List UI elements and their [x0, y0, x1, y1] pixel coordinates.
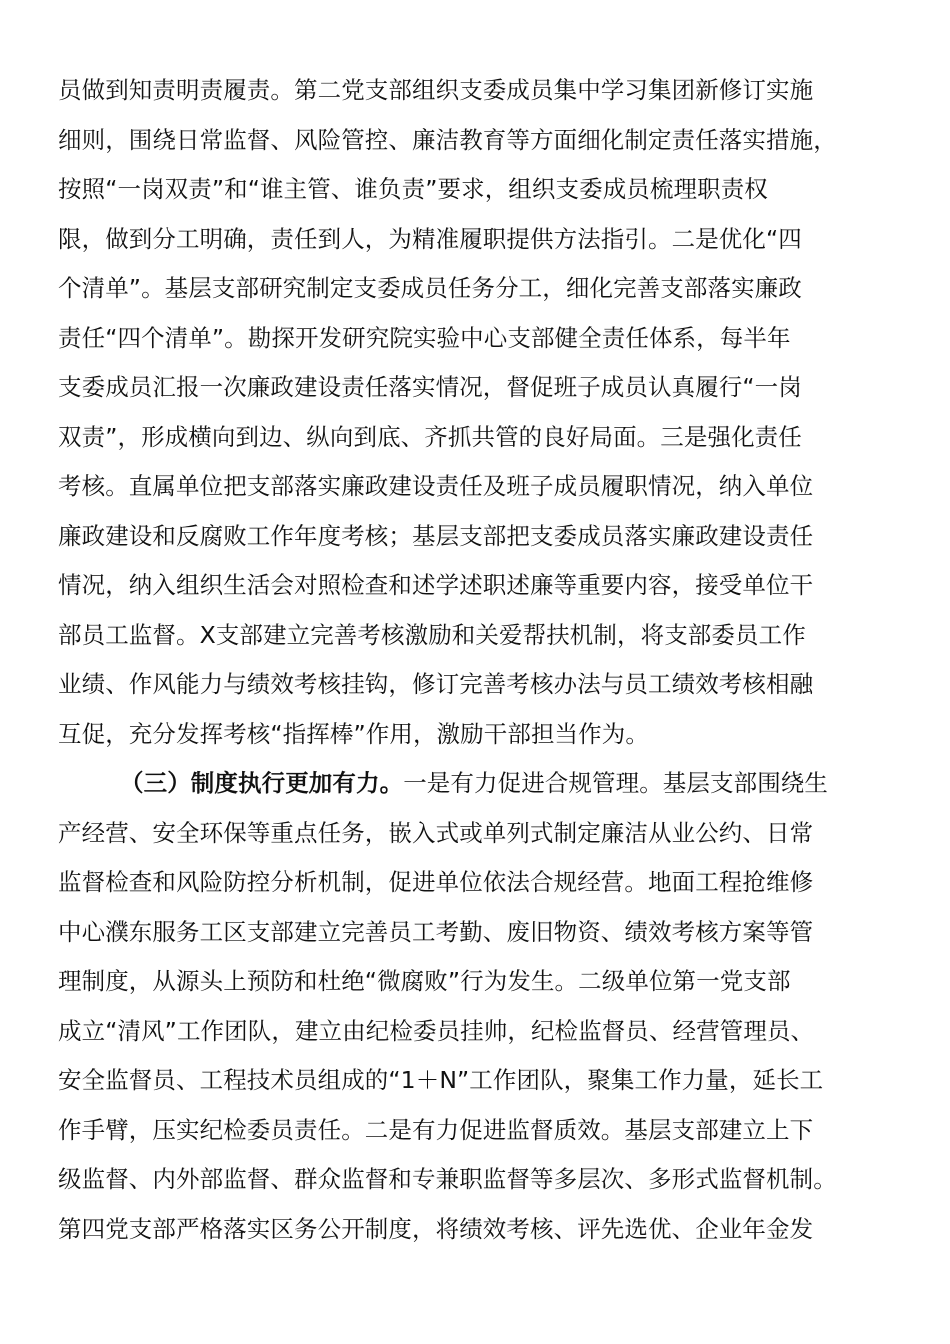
text-line: 中心濮东服务工区支部建立完善员工考勤、废旧物资、绩效考核方案等管: [58, 917, 814, 946]
text-line: 考核。直属单位把支部落实廉政建设责任及班子成员履职情况，纳入单位: [58, 472, 814, 500]
section-first-line-text: 一是有力促进合规管理。基层支部围绕生: [403, 769, 829, 797]
text-line: 情况，纳入组织生活会对照检查和述学述职述廉等重要内容，接受单位干: [58, 571, 814, 599]
text-line: 按照“一岗双责”和“谁主管、谁负责”要求，组织支委成员梳理职责权: [58, 175, 768, 203]
text-line: 业绩、作风能力与绩效考核挂钩，修订完善考核办法与员工绩效考核相融: [58, 670, 814, 698]
text-line: 个清单”。基层支部研究制定支委成员任务分工，细化完善支部落实廉政: [58, 274, 802, 302]
text-line: 支委成员汇报一次廉政建设责任落实情况，督促班子成员认真履行“一岗: [58, 373, 802, 401]
text-line: 细则，围绕日常监督、风险管控、廉洁教育等方面细化制定责任落实措施，: [58, 125, 837, 154]
text-line: 员做到知责明责履责。第二党支部组织支委成员集中学习集团新修订实施: [58, 76, 814, 104]
text-line: 安全监督员、工程技术员组成的“1＋N”工作团队，聚集工作力量，延长工: [58, 1066, 824, 1094]
text-line: 部员工监督。X支部建立完善考核激励和关爱帮扶机制，将支部委员工作: [58, 620, 806, 649]
text-line: 互促，充分发挥考核“指挥棒”作用，激励干部担当作为。: [58, 719, 649, 748]
text-line: 级监督、内外部监督、群众监督和专兼职监督等多层次、多形式监督机制。: [58, 1165, 837, 1193]
text-line: 理制度，从源头上预防和杜绝“微腐败”行为发生。二级单位第一党支部: [58, 967, 791, 995]
text-line: 双责”，形成横向到边、纵向到底、齐抓共管的良好局面。三是强化责任: [58, 422, 802, 451]
text-line: 限，做到分工明确，责任到人，为精准履职提供方法指引。二是优化“四: [58, 224, 802, 253]
text-line: 第四党支部严格落实区务公开制度，将绩效考核、评先选优、企业年金发: [58, 1214, 814, 1243]
section-first-line: [58, 759, 898, 809]
text-line: 监督检查和风险防控分析机制，促进单位依法合规经营。地面工程抢维修: [58, 868, 814, 896]
text-line: 产经营、安全环保等重点任务，嵌入式或单列式制定廉洁从业公约、日常: [58, 818, 814, 847]
text-line: 作手臂，压实纪检委员责任。二是有力促进监督质效。基层支部建立上下: [58, 1115, 814, 1144]
text-line: 责任“四个清单”。勘探开发研究院实验中心支部健全责任体系，每半年: [58, 323, 791, 352]
section-heading: （三）制度执行更加有力。: [120, 769, 404, 797]
text-line: 成立“清风”工作团队，建立由纪检委员挂帅，纪检监督员、经营管理员、: [58, 1016, 815, 1045]
document-body: [58, 66, 898, 1254]
text-line: 廉政建设和反腐败工作年度考核；基层支部把支委成员落实廉政建设责任: [58, 521, 814, 550]
